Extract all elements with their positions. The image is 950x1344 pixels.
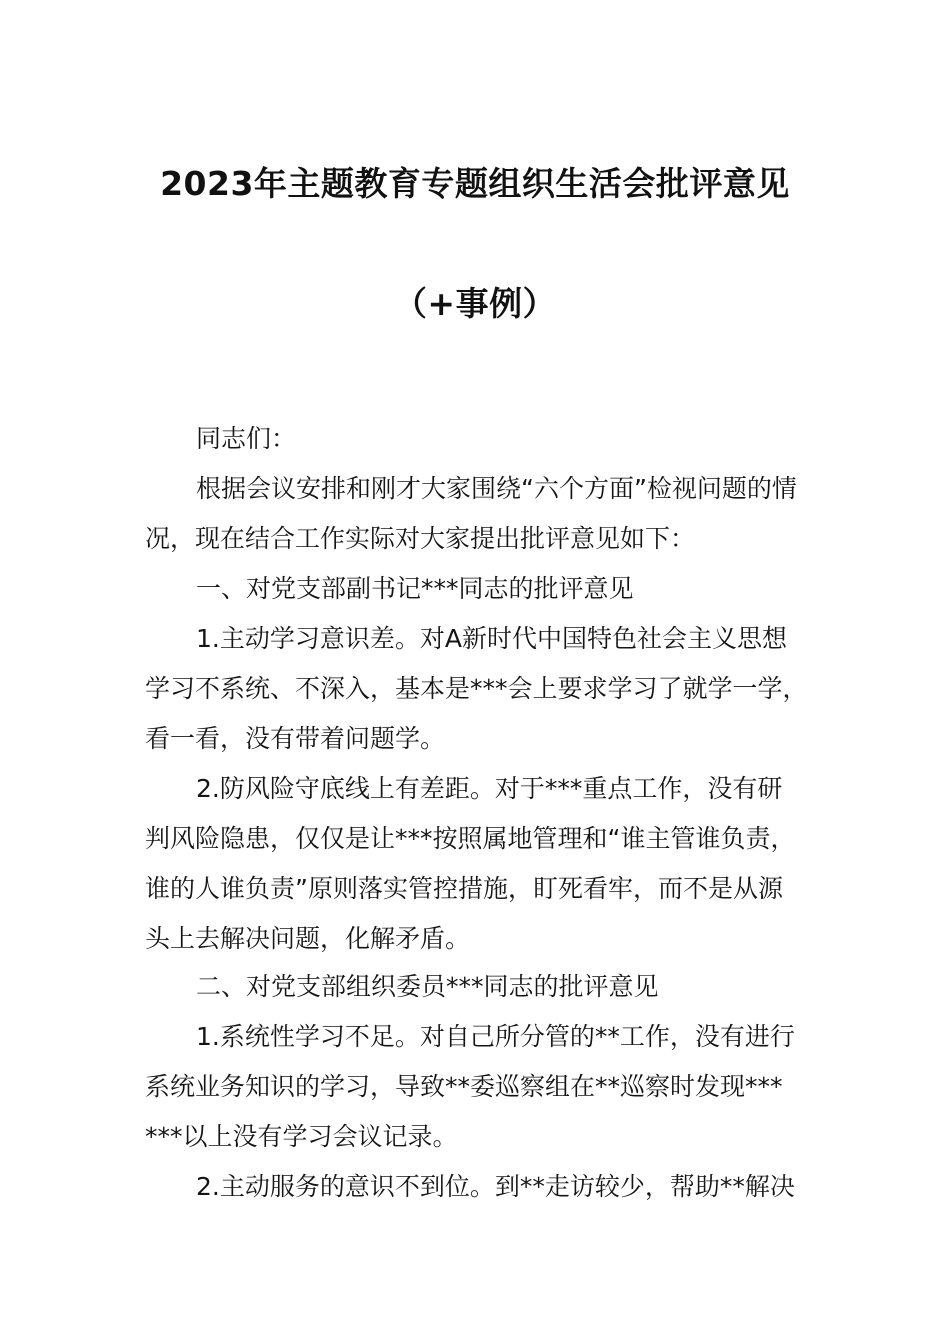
paragraph-line: 学习不系统、不深入，基本是***会上要求学习了就学一学，	[145, 674, 808, 703]
paragraph-line: ***以上没有学习会议记录。	[145, 1122, 458, 1151]
paragraph-line: 1.主动学习意识差。对A新时代中国特色社会主义思想	[196, 624, 787, 653]
paragraph-line: 系统业务知识的学习，导致**委巡察组在**巡察时发现***	[145, 1072, 783, 1101]
paragraph-line: 2.主动服务的意识不到位。到**走访较少，帮助**解决	[196, 1172, 795, 1201]
salutation: 同志们：	[196, 424, 297, 453]
paragraph-line: 看一看，没有带着问题学。	[145, 724, 446, 753]
paragraph-line: 况，现在结合工作实际对大家提出批评意见如下：	[145, 524, 696, 553]
paragraph-line: 1.系统性学习不足。对自己所分管的**工作，没有进行	[196, 1022, 795, 1051]
paragraph-line: 判风险隐患，仅仅是让***按照属地管理和“谁主管谁负责，	[145, 824, 796, 853]
paragraph-line: 2.防风险守底线上有差距。对于***重点工作，没有研	[196, 774, 783, 803]
section-heading: 一、对党支部副书记***同志的批评意见	[196, 574, 634, 603]
paragraph-line: 头上去解决问题，化解矛盾。	[145, 924, 471, 953]
paragraph-line: 根据会议安排和刚才大家围绕“六个方面”检视问题的情	[196, 474, 797, 503]
paragraph-line: 谁的人谁负责”原则落实管控措施，盯死看牢，而不是从源	[145, 874, 783, 903]
document-subtitle: （+事例）	[393, 284, 557, 323]
section-heading: 二、对党支部组织委员***同志的批评意见	[196, 972, 659, 1001]
document-title: 2023年主题教育专题组织生活会批评意见	[160, 164, 790, 203]
